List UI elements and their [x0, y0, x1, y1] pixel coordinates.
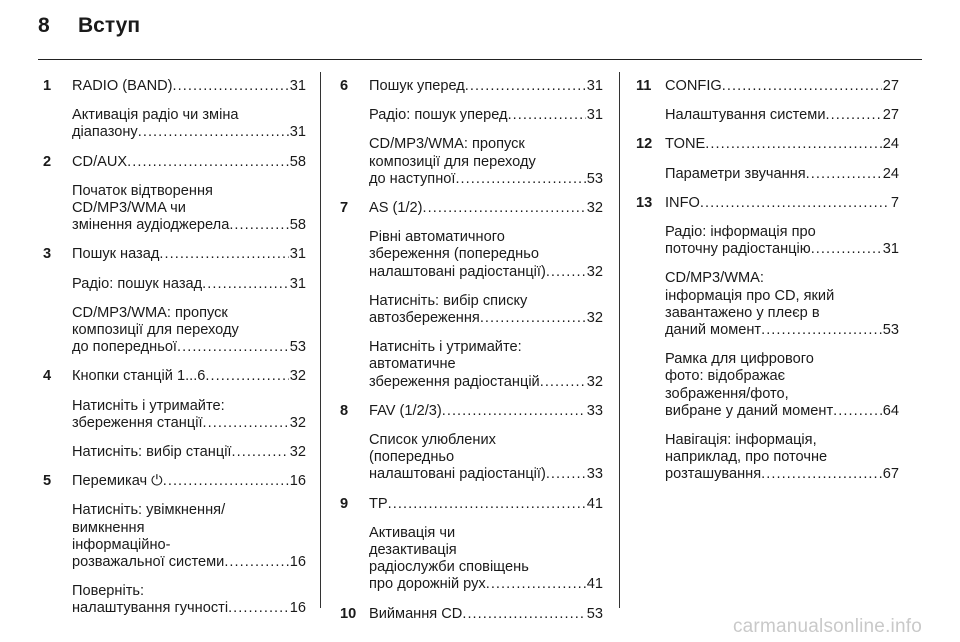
toc-item [72, 154, 306, 171]
dot-leader [177, 339, 289, 356]
toc-item [72, 305, 306, 357]
toc-item [665, 107, 899, 124]
toc-item-last-line [72, 217, 306, 234]
toc-item [72, 107, 306, 141]
column-divider [320, 72, 321, 608]
dot-leader [806, 166, 882, 183]
page-reference: 33 [586, 466, 603, 483]
dot-leader [480, 310, 586, 327]
toc-item-text: Радіо: пошук назад [72, 275, 203, 292]
dot-leader [163, 473, 289, 490]
dot-leader [761, 466, 882, 483]
control-entry [636, 136, 899, 182]
toc-item-line [72, 200, 306, 217]
page-reference: 32 [289, 414, 306, 431]
toc-item-text: автозбереження [369, 310, 480, 327]
toc-item-last-line [369, 171, 603, 188]
control-number: 9 [340, 495, 349, 512]
toc-item-text: RADIO (BAND) [72, 78, 173, 94]
toc-item [72, 276, 306, 293]
page-reference: 27 [882, 107, 899, 124]
page-reference: 64 [882, 402, 899, 419]
dot-leader [540, 374, 586, 391]
toc-item-text: наприклад, про поточне [665, 449, 828, 466]
toc-item-text: INFO [665, 194, 700, 211]
toc-item-last-line [665, 107, 899, 124]
page-reference: 58 [289, 153, 306, 170]
toc-item-text: композиції для переходу [369, 153, 536, 170]
control-number: 3 [43, 246, 52, 263]
control-number: 13 [636, 194, 653, 211]
toc-item-text: Натисніть і утримайте: [369, 339, 522, 356]
toc-item-text: (попередньо [369, 449, 455, 466]
page-reference: 7 [890, 194, 899, 211]
control-entry [43, 368, 306, 461]
control-entry [340, 606, 603, 623]
toc-item-line [72, 322, 306, 339]
toc-item-text: CD/MP3/WMA: [665, 270, 764, 287]
toc-item [72, 368, 306, 385]
page-reference: 31 [586, 107, 603, 124]
toc-item-line [665, 386, 899, 403]
control-entry [43, 154, 306, 235]
toc-item-text: даний момент [665, 322, 762, 339]
toc-item [369, 293, 603, 327]
toc-item-line [369, 525, 603, 542]
toc-item [369, 525, 603, 594]
control-number: 7 [340, 200, 349, 217]
column-divider [619, 72, 620, 608]
toc-item [369, 339, 603, 391]
dot-leader [811, 241, 882, 258]
toc-item-last-line [72, 473, 306, 490]
toc-item-line [665, 224, 899, 241]
toc-item-text: CD/AUX [72, 153, 128, 170]
toc-item-last-line [72, 246, 306, 263]
page-reference: 31 [586, 78, 603, 94]
page-reference: 53 [586, 170, 603, 187]
toc-item [665, 351, 899, 420]
page-reference: 16 [289, 473, 306, 490]
control-entry [340, 403, 603, 484]
toc-item-line [369, 432, 603, 449]
control-number: 4 [43, 368, 52, 385]
toc-item [72, 444, 306, 461]
toc-item-text: Пошук назад [72, 246, 160, 263]
toc-item-line [72, 398, 306, 415]
toc-item-text: інформація про CD, який [665, 287, 835, 304]
toc-item-text: Натисніть: увімкнення/ [72, 502, 226, 519]
control-entry [43, 78, 306, 142]
toc-item-last-line [72, 600, 306, 617]
toc-item-text: автоматичне [369, 356, 456, 373]
toc-item-last-line [369, 606, 603, 623]
toc-item-last-line [665, 78, 899, 95]
toc-item-line [72, 520, 306, 537]
control-number: 11 [636, 78, 652, 94]
dot-leader [127, 154, 289, 171]
toc-item-line [72, 183, 306, 200]
toc-item [665, 195, 899, 212]
page-reference: 31 [289, 246, 306, 263]
toc-item-line [369, 559, 603, 576]
toc-item-text: Список улюблених [369, 432, 496, 449]
page-reference: 31 [289, 124, 306, 141]
toc-item-text: Перемикач ⏻ [72, 473, 163, 490]
dot-leader [173, 78, 289, 95]
toc-item-line [369, 339, 603, 356]
toc-item [369, 78, 603, 95]
control-entry [636, 195, 899, 484]
toc-item-text: збереження радіостанцій [369, 373, 540, 390]
toc-item-last-line [665, 195, 899, 212]
toc-item-text: збереження станції [72, 414, 203, 431]
toc-item [665, 270, 899, 339]
watermark: carmanualsonline.info [732, 616, 922, 637]
toc-item-line [369, 449, 603, 466]
toc-item-text: Рівні автоматичного [369, 229, 505, 246]
toc-item-line [665, 305, 899, 322]
toc-item-line [72, 502, 306, 519]
toc-item-text: Активація радіо чи зміна [72, 107, 239, 124]
toc-item [72, 398, 306, 432]
toc-item [665, 78, 899, 95]
toc-item-last-line [369, 310, 603, 327]
toc-item-last-line [72, 444, 306, 461]
control-number: 5 [43, 473, 52, 490]
toc-item-text: інформаційно- [72, 536, 171, 553]
toc-item-text: CD/MP3/WMA: пропуск [72, 304, 228, 321]
dot-leader [722, 78, 882, 95]
toc-item-line [72, 583, 306, 600]
toc-item [665, 136, 899, 153]
toc-item-line [369, 542, 603, 559]
toc-item-line [665, 449, 899, 466]
toc-item-last-line [665, 241, 899, 258]
dot-leader [546, 466, 586, 483]
toc-item-text: вимкнення [72, 519, 145, 536]
toc-item-text: зображення/фото, [665, 385, 789, 402]
toc-item-text: AS (1/2) [369, 200, 423, 217]
toc-item-text: до наступної [369, 170, 456, 187]
toc-item-last-line [665, 136, 899, 153]
control-entry [340, 496, 603, 594]
dot-leader [833, 403, 882, 420]
dot-leader [224, 554, 288, 571]
toc-item [72, 78, 306, 95]
toc-item-text: розважальної системи [72, 554, 225, 571]
toc-item-text: Радіо: пошук уперед [369, 107, 508, 124]
toc-item-last-line [369, 466, 603, 483]
toc-item-text: Радіо: інформація про [665, 224, 816, 241]
toc-item-text: Пошук уперед [369, 78, 465, 94]
page-reference: 58 [289, 217, 306, 234]
toc-item [369, 200, 603, 217]
toc-item-text: налаштування гучності [72, 600, 229, 617]
control-entry [340, 200, 603, 391]
page-reference: 27 [882, 78, 899, 94]
page-reference: 67 [882, 466, 899, 483]
toc-item-last-line [369, 496, 603, 513]
toc-item-last-line [369, 403, 603, 420]
toc-item-last-line [72, 415, 306, 432]
toc-item-line [665, 270, 899, 287]
toc-item-text: про дорожній рух [369, 576, 486, 593]
toc-item-line [665, 368, 899, 385]
control-entry [340, 78, 603, 188]
page-reference: 32 [289, 444, 306, 461]
toc-item-text: TONE [665, 136, 706, 153]
control-entry [43, 473, 306, 617]
toc-item-line [665, 288, 899, 305]
control-entry [636, 78, 899, 124]
toc-item-text: Налаштування системи [665, 107, 826, 124]
page-reference: 31 [289, 78, 306, 94]
toc-item-text: Натисніть і утримайте: [72, 397, 225, 414]
toc-item-last-line [369, 78, 603, 95]
page-reference: 41 [586, 576, 603, 593]
toc-item-text: збереження (попередньо [369, 246, 539, 263]
toc-item-last-line [665, 166, 899, 183]
toc-item-last-line [665, 466, 899, 483]
toc-item-text: завантажено у плеєр в [665, 304, 820, 321]
page-header [38, 14, 140, 38]
toc-item-text: Кнопки станцій 1...6 [72, 368, 206, 385]
dot-leader [455, 171, 585, 188]
toc-item-last-line [72, 368, 306, 385]
toc-item [72, 473, 306, 490]
dot-leader [228, 600, 289, 617]
dot-leader [423, 200, 586, 217]
toc-item-text: налаштовані радіостанції) [369, 466, 546, 483]
control-number: 8 [340, 402, 349, 419]
toc-column-1 [43, 78, 306, 618]
page-reference: 32 [586, 200, 603, 217]
dot-leader [486, 576, 586, 593]
toc-item [72, 583, 306, 617]
toc-item [369, 136, 603, 188]
toc-item-last-line [72, 339, 306, 356]
dot-leader [138, 124, 289, 141]
dot-leader [761, 322, 882, 339]
toc-item-text: налаштовані радіостанції) [369, 263, 546, 280]
toc-item-last-line [72, 78, 306, 95]
toc-item [369, 432, 603, 484]
toc-item-line [369, 154, 603, 171]
page-reference: 31 [289, 275, 306, 292]
toc-item-line [72, 107, 306, 124]
page-number: 8 [38, 14, 50, 37]
toc-item-text: FAV (1/2/3) [369, 402, 442, 419]
toc-item-text: змінення аудіоджерела [72, 217, 230, 234]
toc-item-text: фото: відображає [665, 368, 786, 385]
toc-item-text: Натисніть: вибір списку [369, 292, 528, 309]
toc-item-last-line [369, 200, 603, 217]
toc-item-text: радіослужби сповіщень [369, 559, 529, 576]
page-reference: 32 [289, 368, 306, 385]
toc-item-last-line [665, 322, 899, 339]
page-reference: 24 [882, 165, 899, 182]
toc-item-text: дезактивація [369, 542, 457, 559]
toc-item [369, 606, 603, 623]
toc-item-line [72, 305, 306, 322]
dot-leader [159, 246, 288, 263]
dot-leader [508, 107, 586, 124]
toc-item-last-line [369, 576, 603, 593]
toc-item-line [369, 136, 603, 153]
page-reference: 32 [586, 263, 603, 280]
dot-leader [700, 195, 890, 212]
control-number: 2 [43, 153, 52, 170]
toc-item-text: до попередньої [72, 339, 177, 356]
dot-leader [205, 368, 288, 385]
toc-item-text: Початок відтворення [72, 182, 213, 199]
page-reference: 33 [586, 402, 603, 419]
control-entry [43, 246, 306, 356]
dot-leader [388, 496, 586, 513]
dot-leader [462, 606, 585, 623]
toc-item [72, 183, 306, 235]
dot-leader [546, 264, 586, 281]
toc-item-last-line [369, 374, 603, 391]
toc-column-2 [340, 78, 603, 623]
toc-item-text: поточну радіостанцію [665, 241, 811, 258]
page-reference: 32 [586, 310, 603, 327]
page-reference: 32 [586, 373, 603, 390]
toc-item-line [665, 351, 899, 368]
toc-column-3 [636, 78, 899, 484]
toc-item-line [72, 537, 306, 554]
toc-item-text: Поверніть: [72, 583, 145, 600]
toc-item [665, 224, 899, 258]
toc-item-last-line [369, 264, 603, 281]
toc-item [665, 166, 899, 183]
toc-item-last-line [369, 107, 603, 124]
dot-leader [826, 107, 882, 124]
control-number: 12 [636, 136, 653, 153]
toc-item-text: CONFIG [665, 78, 722, 94]
dot-leader [202, 276, 289, 293]
toc-item-text: Параметри звучання [665, 165, 806, 182]
page-reference: 16 [289, 554, 306, 571]
toc-item-last-line [72, 276, 306, 293]
toc-item-line [369, 229, 603, 246]
toc-item-text: Активація чи [369, 524, 456, 541]
page-reference: 41 [586, 495, 603, 512]
dot-leader [705, 136, 881, 153]
toc-item-text: вибране у даний момент [665, 402, 834, 419]
toc-item-text: CD/MP3/WMA: пропуск [369, 136, 525, 153]
page-reference: 31 [882, 241, 899, 258]
dot-leader [203, 415, 289, 432]
toc-item-text: Рамка для цифрового [665, 351, 814, 368]
toc-item-text: Натисніть: вибір станції [72, 444, 232, 461]
section-title: Вступ [78, 14, 141, 37]
toc-item-text: Виймання CD [369, 605, 463, 622]
toc-item-last-line [72, 554, 306, 571]
toc-item-last-line [665, 403, 899, 420]
toc-item-line [369, 356, 603, 373]
toc-item-line [369, 293, 603, 310]
toc-item-text: діапазону [72, 124, 138, 141]
page-reference: 53 [882, 322, 899, 339]
dot-leader [232, 444, 289, 461]
toc-item-last-line [72, 154, 306, 171]
toc-item-text: Навігація: інформація, [665, 432, 817, 449]
toc-item [369, 107, 603, 124]
dot-leader [442, 403, 586, 420]
control-number: 10 [340, 605, 357, 622]
toc-item [72, 502, 306, 571]
toc-item-line [369, 246, 603, 263]
page-reference: 53 [289, 339, 306, 356]
toc-item-text: CD/MP3/WMA чи [72, 200, 186, 217]
control-number: 6 [340, 78, 349, 94]
dot-leader [465, 78, 586, 95]
page-reference: 53 [586, 605, 603, 622]
toc-item [369, 403, 603, 420]
toc-item [72, 246, 306, 263]
toc-item-line [665, 432, 899, 449]
toc-item-text: композиції для переходу [72, 322, 239, 339]
toc-item-text: TP [369, 495, 388, 512]
toc-item [369, 496, 603, 513]
header-rule [38, 59, 922, 60]
toc-item [369, 229, 603, 281]
page-reference: 24 [882, 136, 899, 153]
dot-leader [229, 217, 288, 234]
toc-item [665, 432, 899, 484]
page-reference: 16 [289, 600, 306, 617]
control-number: 1 [43, 78, 52, 94]
toc-item-text: розташування [665, 466, 762, 483]
toc-item-last-line [72, 124, 306, 141]
